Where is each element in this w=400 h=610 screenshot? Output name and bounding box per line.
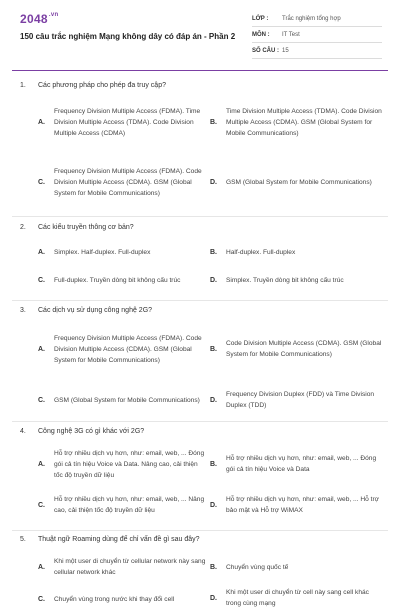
header-divider: [12, 70, 388, 71]
option-letter: B.: [210, 345, 217, 353]
option-c[interactable]: [38, 588, 208, 610]
option-text: Khi một user di chuyển từ cell này sang cell khác trong cùng mạng: [226, 589, 369, 607]
option-text: Chuyển vùng trong nước khi thay đổi cell: [54, 595, 175, 603]
meta-row-subject: [252, 27, 382, 43]
question-text: [20, 224, 134, 231]
option-c[interactable]: [38, 490, 208, 520]
option-letter: B.: [210, 563, 217, 571]
option-text: GSM (Global System for Mobile Communications): [226, 178, 372, 186]
question-number: 2.: [20, 224, 26, 231]
option-letter: A.: [38, 563, 45, 571]
question-divider: [12, 530, 388, 531]
option-letter: C.: [38, 396, 45, 404]
question-number: 1.: [20, 82, 26, 89]
option-a[interactable]: [38, 444, 208, 484]
option-text: Frequency Division Multiple Access (FDMA). Time Division Multiple Access (TDMA). Code Division Multiple Access (CDMA): [54, 107, 201, 137]
question-text: [20, 307, 152, 314]
option-text: Simplex. Half-duplex. Full-duplex: [54, 248, 151, 256]
option-letter: C.: [38, 276, 45, 284]
option-b[interactable]: [210, 241, 382, 263]
option-b[interactable]: [210, 96, 382, 148]
option-text: GSM (Global System for Mobile Communications): [54, 396, 200, 404]
meta-value: 15: [282, 47, 289, 54]
option-a[interactable]: [38, 323, 208, 375]
meta-row-class: [252, 11, 382, 27]
question-number: 3.: [20, 307, 26, 314]
document-header: [0, 0, 400, 72]
option-b[interactable]: [210, 323, 382, 375]
option-c[interactable]: [38, 156, 208, 208]
meta-key: MÔN :: [252, 31, 270, 38]
meta-value: Trắc nghiệm tổng hợp: [282, 15, 341, 22]
option-d[interactable]: [210, 490, 382, 520]
option-d[interactable]: [210, 586, 382, 610]
option-a[interactable]: [38, 241, 208, 263]
option-letter: B.: [210, 118, 217, 126]
option-letter: D.: [210, 396, 217, 404]
option-letter: A.: [38, 460, 45, 468]
logo-suffix: .vn: [48, 12, 59, 18]
option-letter: B.: [210, 248, 217, 256]
question-text: [20, 536, 200, 543]
question-prompt: Các kiểu truyền thông cơ bản?: [38, 224, 134, 231]
option-text: Frequency Division Duplex (FDD) và Time Division Duplex (TDD): [226, 391, 375, 409]
meta-key: LỚP :: [252, 15, 269, 22]
question-prompt: Thuật ngữ Roaming dùng để chỉ vấn đề gì sau đây?: [38, 536, 200, 543]
option-text: Simplex. Truyền dòng bit không cấu trúc: [226, 276, 344, 284]
question-divider: [12, 421, 388, 422]
question-prompt: Các dịch vụ sử dụng công nghệ 2G?: [38, 307, 153, 314]
option-d[interactable]: [210, 156, 382, 208]
option-text: Half-duplex. Full-duplex: [226, 248, 296, 256]
option-text: Hỗ trợ nhiều dịch vụ hơn, như: email, web, ... Nâng cao, cải thiện tốc độ truyền dữ liệu: [54, 496, 205, 514]
question-prompt: Công nghệ 3G có gì khác với 2G?: [38, 428, 145, 435]
option-letter: D.: [210, 276, 217, 284]
option-text: Frequency Division Multiple Access (FDMA). Code Division Multiple Access (CDMA). GSM (Global System for Mobile Communications): [54, 334, 202, 364]
option-b[interactable]: [210, 444, 382, 484]
question-number: 4.: [20, 428, 26, 435]
option-letter: C.: [38, 595, 45, 603]
option-d[interactable]: [210, 383, 382, 417]
option-letter: C.: [38, 178, 45, 186]
meta-row-count: [252, 43, 382, 59]
option-letter: A.: [38, 345, 45, 353]
logo-text: 2048: [20, 12, 48, 26]
option-text: Code Division Multiple Access (CDMA). GSM (Global System for Mobile Communications): [226, 340, 382, 358]
meta-value: IT Test: [282, 31, 300, 38]
option-text: Frequency Division Multiple Access (FDMA). Code Division Multiple Access (CDMA). GSM (Global System for Mobile Communications): [54, 167, 202, 197]
question-text: [20, 82, 166, 89]
meta-key: SỐ CÂU :: [252, 47, 279, 54]
option-letter: C.: [38, 501, 45, 509]
option-text: Full-duplex. Truyền dòng bit không cấu trúc: [54, 276, 181, 284]
option-text: Khi một user di chuyển từ cellular network này sang cellular network khác: [54, 558, 206, 576]
option-d[interactable]: [210, 268, 382, 292]
site-logo[interactable]: [20, 12, 58, 26]
option-letter: B.: [210, 460, 217, 468]
option-letter: A.: [38, 248, 45, 256]
question-text: [20, 428, 144, 435]
option-text: Hỗ trợ nhiều dịch vụ hơn, như: email, web, ... Đóng gói cả tín hiệu Voice và Data. Nâng cao, cải thiện tốc độ truyền dữ liệu: [54, 449, 205, 479]
option-a[interactable]: [38, 96, 208, 148]
question-number: 5.: [20, 536, 26, 543]
option-letter: D.: [210, 501, 217, 509]
option-c[interactable]: [38, 268, 208, 292]
option-text: Hỗ trợ nhiều dịch vụ hơn, như: email, web, ... Đóng gói cả tín hiệu Voice và Data: [226, 455, 377, 473]
option-a[interactable]: [38, 554, 208, 580]
option-letter: D.: [210, 594, 217, 602]
option-c[interactable]: [38, 383, 208, 417]
option-text: Chuyển vùng quốc tế: [226, 563, 289, 571]
option-text: Hỗ trợ nhiều dịch vụ hơn, như: email, web, ... Hỗ trợ bảo mật và Hỗ trợ WiMAX: [226, 496, 379, 514]
option-letter: A.: [38, 118, 45, 126]
question-divider: [12, 216, 388, 217]
document-title: 150 câu trắc nghiệm Mạng không dây có đáp án - Phần 2: [20, 32, 236, 41]
option-b[interactable]: [210, 554, 382, 580]
option-text: Time Division Multiple Access (TDMA). Code Division Multiple Access (CDMA). GSM (Global System for Mobile Communications): [226, 107, 382, 137]
meta-table: [252, 11, 382, 59]
question-prompt: Các phương pháp cho phép đa truy cập?: [38, 82, 166, 89]
option-letter: D.: [210, 178, 217, 186]
question-divider: [12, 300, 388, 301]
